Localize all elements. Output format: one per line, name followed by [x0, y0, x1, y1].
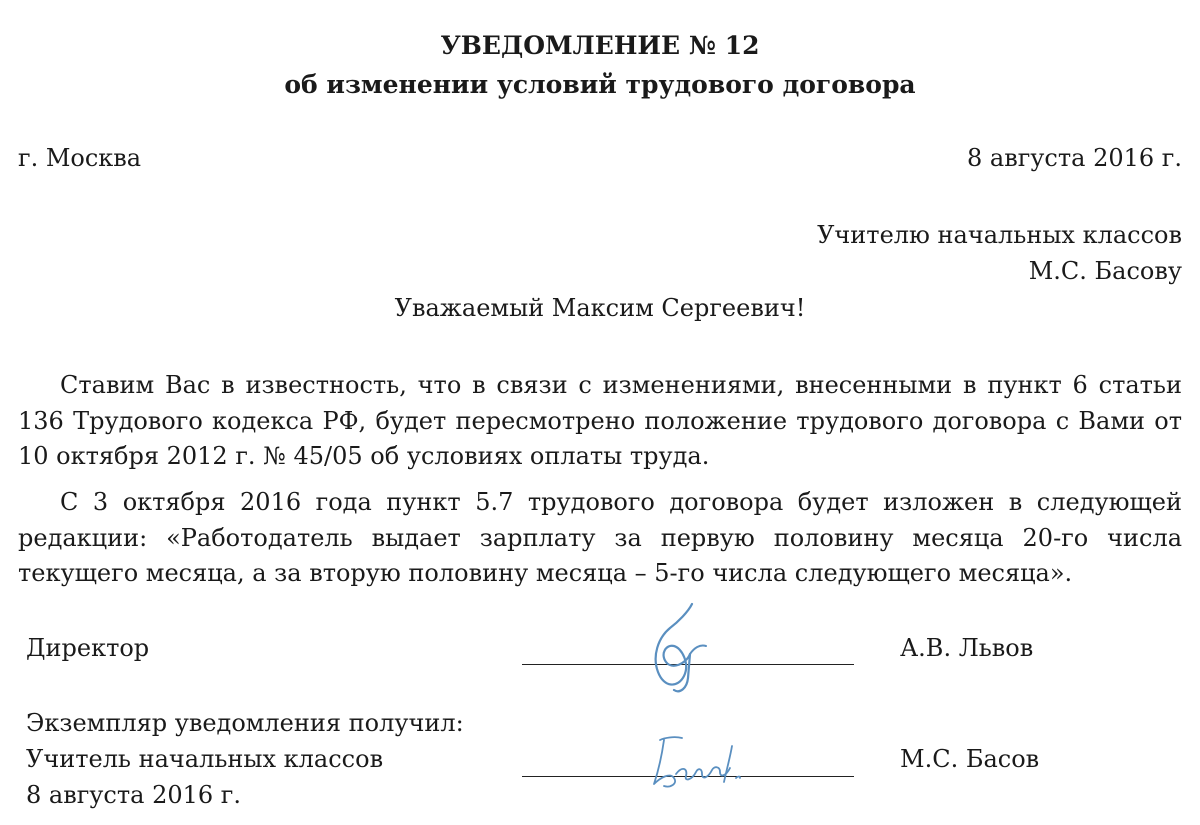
director-title: Директор	[26, 634, 150, 662]
director-name: А.В. Львов	[900, 634, 1034, 662]
receiver-name: М.С. Басов	[900, 745, 1040, 773]
paragraph-2: С 3 октября 2016 года пункт 5.7 трудового договора будет изложен в следующей редакции: «Работодатель выдает зарплату за первую половину месяца 20-го числа текущего месяца, а за вторую половину месяца – 5-го числа следующего месяца».	[18, 488, 1182, 587]
greeting: Уважаемый Максим Сергеевич!	[394, 294, 806, 322]
receiver-signature	[640, 728, 760, 798]
receipt-line-1: Экземпляр уведомления получил:	[26, 709, 464, 737]
place: г. Москва	[18, 144, 142, 172]
paragraph-1: Ставим Вас в известность, что в связи с изменениями, внесенными в пункт 6 статьи 136 Трудового кодекса РФ, будет пересмотрено положение трудового договора с Вами от 10 октября 2012 г. № 45/05 об условиях оплаты труда.	[18, 371, 1182, 470]
document-date: 8 августа 2016 г.	[967, 144, 1182, 172]
director-signature	[630, 598, 720, 698]
addressee-position: Учителю начальных классов	[817, 221, 1182, 249]
receipt-date: 8 августа 2016 г.	[26, 781, 241, 809]
document-title: УВЕДОМЛЕНИЕ № 12	[440, 31, 760, 60]
receipt-position: Учитель начальных классов	[26, 745, 384, 773]
addressee-name: М.С. Басову	[1028, 257, 1182, 285]
document-subtitle: об изменении условий трудового договора	[284, 70, 916, 99]
